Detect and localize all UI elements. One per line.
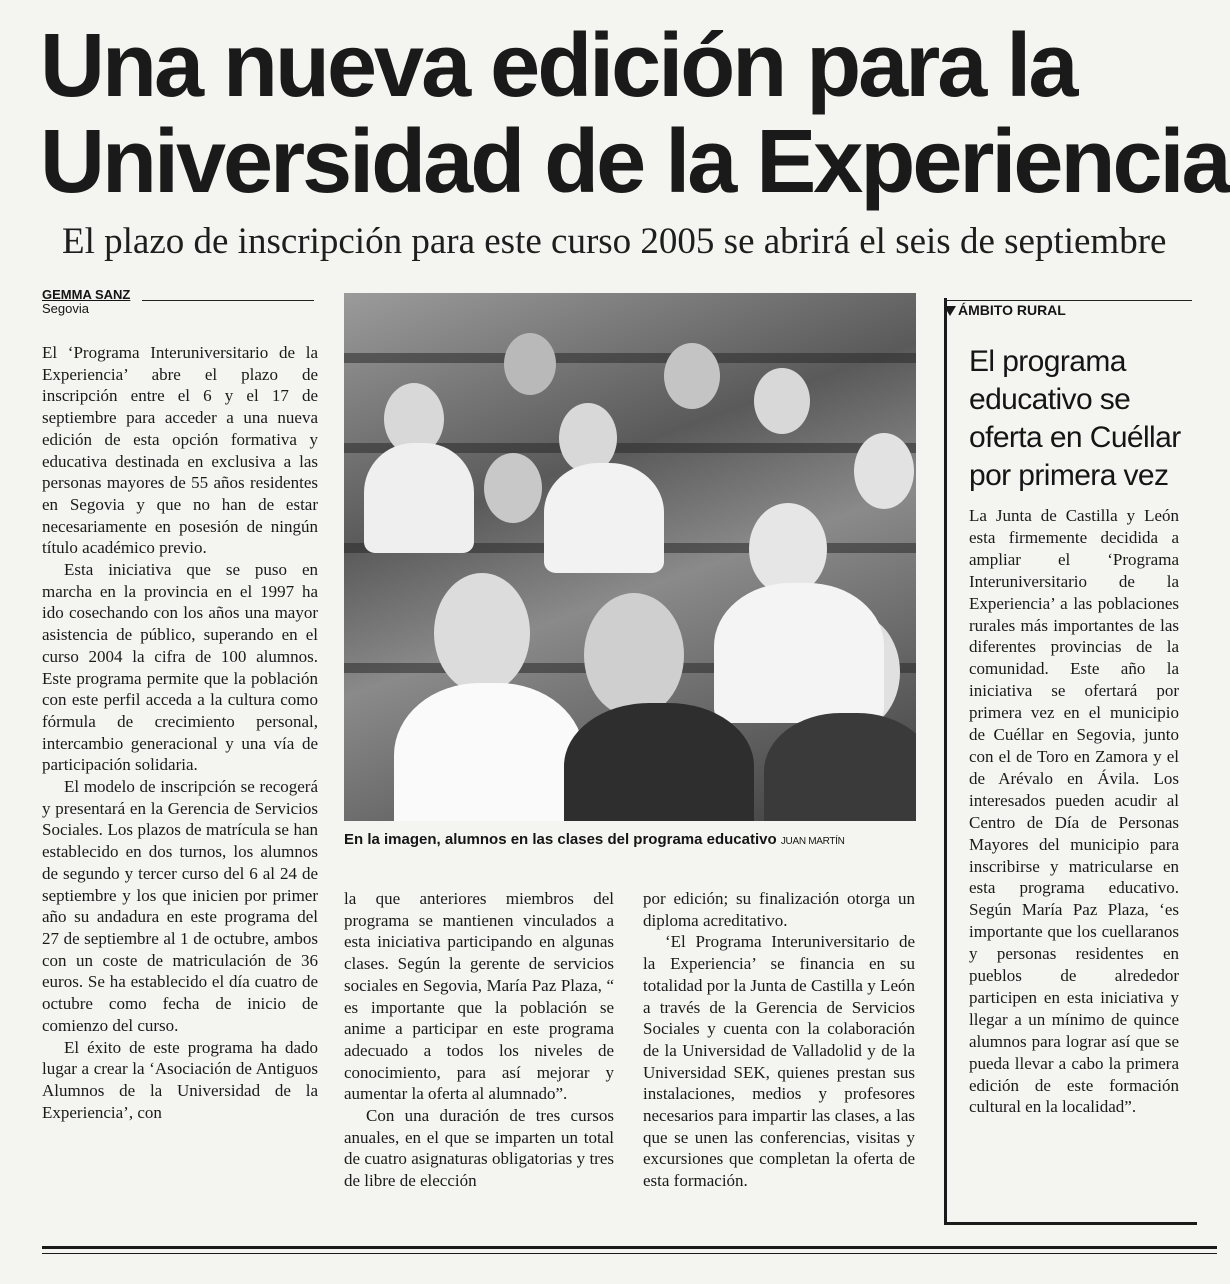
sidebar-label-text: ÁMBITO RURAL xyxy=(958,302,1066,318)
article-paragraph: Con una duración de tres cursos anuales, en el que se imparten un total de cuatro asignaturas obligatorias y tres de libre de elección xyxy=(344,1106,614,1191)
sidebar-title: El programa educativo se oferta en Cuéllar por primera vez xyxy=(969,345,1181,492)
headline-line-2: Universidad de la Experiencia xyxy=(40,112,1229,212)
photo-caption xyxy=(344,831,924,851)
byline xyxy=(42,287,314,317)
triangle-down-icon xyxy=(944,306,956,316)
headline xyxy=(40,16,1229,212)
article-photo xyxy=(344,293,916,821)
article-paragraph: El éxito de este programa ha dado lugar a crear la ‘Asociación de Antiguos Alumnos de la Universidad de la Experiencia’, con xyxy=(42,1037,318,1122)
sidebar-body xyxy=(969,505,1179,1118)
article-paragraph: ‘El Programa Interuniversitario de la Experiencia’ se financia en su totalidad por la Junta de Castilla y León a través de la Gerencia de Servicios Sociales y cuenta con la colaboración de la Universidad de Valladolid y de la Universidad SEK, quienes prestan sus instalaciones, medios y profesores necesarios para impartir las clases, a las que se unen las conferencias, visitas y excursiones que completan la oferta de esta formación. xyxy=(643,932,915,1191)
sidebar-section-label xyxy=(944,300,1192,319)
bottom-rule xyxy=(42,1246,1217,1249)
article-column-1 xyxy=(42,342,318,1123)
subheadline: El plazo de inscripción para este curso 2005 se abrirá el seis de septiembre xyxy=(62,221,1167,262)
article-column-3 xyxy=(643,888,915,1192)
photo-caption-text: En la imagen, alumnos en las clases del programa educativo xyxy=(344,831,777,848)
sidebar-paragraph: La Junta de Castilla y León esta firmemente decidida a ampliar el ‘Programa Interuniversitario de la Experiencia’ a las poblaciones rurales más importantes de las diferentes provincias de la comunidad. Este año la iniciativa se ofertará por primera vez en el municipio de Cuéllar en Segovia, junto con el de Toro en Zamora y el de Arévalo en Ávila. Los interesados pueden acudir al Centro de Día de Personas Mayores del municipio para inscribirse y matricularse en esta programa educativo. Según María Paz Plaza, ‘es importante que los cuellaranos y personas residentes en pueblos de alrededor participen en esta iniciativa y llegar a un mínimo de quince alumnos para lograr así que se pueda llevar a cabo la primera edición de este formación cultural en la localidad”. xyxy=(969,506,1179,1117)
photo-credit: JUAN MARTÍN xyxy=(780,836,845,847)
article-paragraph: El ‘Programa Interuniversitario de la Experiencia’ abre el plazo de inscripción entre el 6 y el 17 de septiembre para acceder a una nueva edición de esta opción formativa y educativa destinada en exclusiva a las personas mayores de 55 años residentes en Segovia y que no han de estar necesariamente en posesión de ningún título académico previo. xyxy=(42,343,318,558)
article-paragraph: por edición; su finalización otorga un diploma acreditativo. xyxy=(643,889,915,930)
article-paragraph: El modelo de inscripción se recogerá y presentará en la Gerencia de Servicios Sociales. Los plazos de matrícula se han establecido en dos turnos, los alumnos de segundo y tercer curso del 6 al 24 de septiembre y los que inicien por primer año su andadura en este programa del 27 de septiembre al 1 de octubre, ambos con un coste de matriculación de 36 euros. Se ha establecido el día cuatro de octubre como fecha de inicio de comienzo del curso. xyxy=(42,777,318,1035)
article-column-2 xyxy=(344,888,614,1192)
bottom-rule-thin xyxy=(42,1253,1217,1254)
headline-line-1: Una nueva edición para la xyxy=(40,16,1076,116)
article-paragraph: la que anteriores miembros del programa se mantienen vinculados a esta iniciativa participando en algunas clases. Según la gerente de servicios sociales en Segovia, María Paz Plaza, “ es importante que la población se anime a participar en este programa adecuado a todos los niveles de conocimiento, para así mejorar y aumentar la oferta al alumnado”. xyxy=(344,889,614,1104)
byline-place: Segovia xyxy=(42,301,89,316)
byline-author: GEMMA SANZ xyxy=(42,287,131,302)
article-paragraph: Esta iniciativa que se puso en marcha en la provincia en el 1997 ha ido cosechando con los años una mayor asistencia de público, superando en el curso 2004 la cifra de 100 alumnos. Este programa permite que la población con este perfil acceda a la cultura como fórmula de crecimiento personal, intercambio generacional y una vía de participación solidaria. xyxy=(42,560,318,775)
